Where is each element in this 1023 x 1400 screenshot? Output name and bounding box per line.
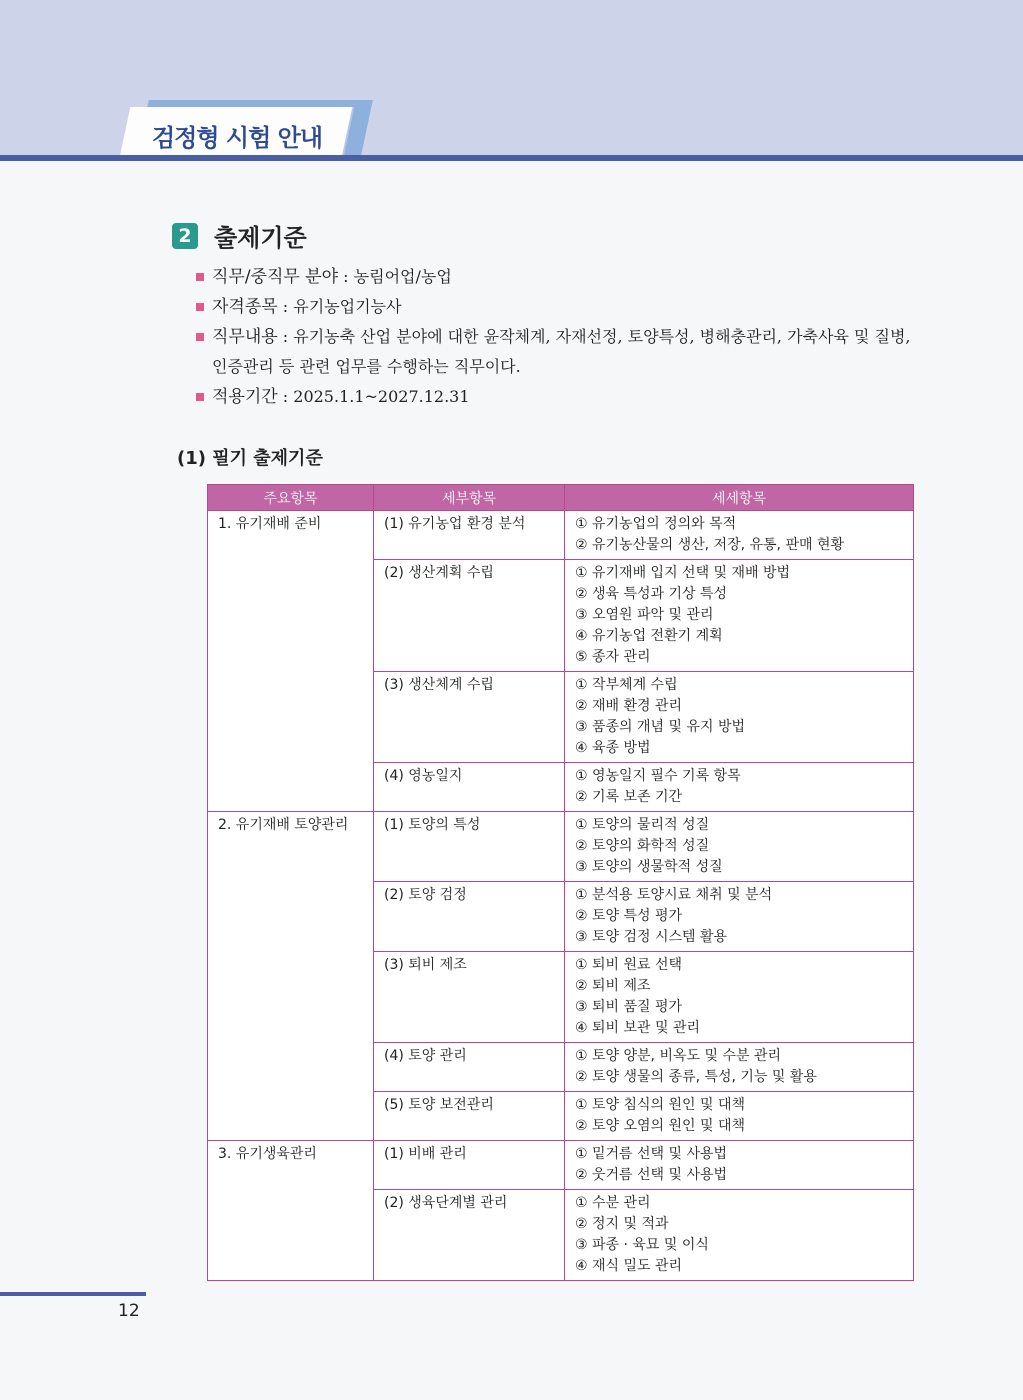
detail-line: ② 퇴비 제조 xyxy=(575,978,651,994)
info-value: 농림어업/농업 xyxy=(353,267,452,286)
table-row xyxy=(208,560,914,672)
detail-line: ③ 퇴비 품질 평가 xyxy=(575,999,683,1015)
table-row xyxy=(208,1141,914,1190)
section-heading xyxy=(172,218,307,253)
detail-item-cell xyxy=(565,952,914,1043)
sub-item-cell: (1) 비배 관리 xyxy=(374,1141,565,1190)
table-row xyxy=(208,952,914,1043)
table-header-row xyxy=(208,485,914,511)
info-item-field xyxy=(194,262,922,292)
detail-line: ② 정지 및 적과 xyxy=(575,1216,669,1232)
detail-line: ③ 파종 · 육묘 및 이식 xyxy=(575,1237,709,1253)
main-item-cell xyxy=(208,763,374,812)
detail-line: ① 퇴비 원료 선택 xyxy=(575,957,683,973)
detail-item-cell xyxy=(565,1190,914,1281)
info-separator: : xyxy=(277,327,294,346)
info-separator: : xyxy=(338,267,354,286)
footer-rule xyxy=(0,1292,146,1296)
section-title: 출제기준 xyxy=(214,224,307,252)
sub-item-cell: (2) 토양 검정 xyxy=(374,882,565,952)
detail-line: ③ 토양의 생물학적 성질 xyxy=(575,859,723,875)
detail-line: ③ 토양 검정 시스템 활용 xyxy=(575,929,728,945)
detail-item-cell xyxy=(565,882,914,952)
sub-item-cell: (1) 유기농업 환경 분석 xyxy=(374,511,565,560)
main-item-cell xyxy=(208,560,374,672)
table-row xyxy=(208,1043,914,1092)
info-label: 적용기간 xyxy=(212,387,278,407)
header-title: 검정형 시험 안내 xyxy=(152,124,322,152)
table-row xyxy=(208,511,914,560)
header-sub-item: 세부항목 xyxy=(374,485,565,511)
detail-line: ③ 오염원 파악 및 관리 xyxy=(575,607,714,623)
info-item-qualification xyxy=(194,292,922,322)
info-value: 유기농축 산업 분야에 대한 윤작체계, 자재선정, 토양특성, 병해충관리, 가축사육 및 질병, 인증관리 등 관련 업무를 수행하는 직무이다. xyxy=(212,327,911,376)
detail-line: ② 토양 특성 평가 xyxy=(575,908,683,924)
info-value: 유기농업기능사 xyxy=(293,297,402,316)
info-separator: : xyxy=(277,297,294,316)
detail-item-cell xyxy=(565,763,914,812)
sub-item-cell: (5) 토양 보전관리 xyxy=(374,1092,565,1141)
subsection-title: (1) 필기 출제기준 xyxy=(177,448,323,469)
table-row xyxy=(208,1190,914,1281)
info-item-job-description xyxy=(194,322,922,382)
table-row xyxy=(208,672,914,763)
main-item-cell: 3. 유기생육관리 xyxy=(208,1141,374,1190)
detail-line: ② 토양의 화학적 성질 xyxy=(575,838,710,854)
detail-item-cell xyxy=(565,511,914,560)
detail-line: ② 재배 환경 관리 xyxy=(575,698,683,714)
sub-item-cell: (3) 생산체계 수립 xyxy=(374,672,565,763)
criteria-table xyxy=(207,484,914,1281)
detail-line: ① 유기재배 입지 선택 및 재배 방법 xyxy=(575,565,791,581)
main-item-cell xyxy=(208,1190,374,1281)
header-main-item: 주요항목 xyxy=(208,485,374,511)
info-label: 직무내용 xyxy=(212,327,278,347)
detail-line: ② 유기농산물의 생산, 저장, 유통, 판매 현황 xyxy=(575,537,844,553)
info-list xyxy=(194,262,922,412)
detail-line: ② 웃거름 선택 및 사용법 xyxy=(575,1167,728,1183)
sub-item-cell: (3) 퇴비 제조 xyxy=(374,952,565,1043)
detail-line: ① 토양 양분, 비옥도 및 수분 관리 xyxy=(575,1048,781,1064)
detail-line: ① 수분 관리 xyxy=(575,1195,651,1211)
detail-item-cell xyxy=(565,1141,914,1190)
sub-item-cell: (1) 토양의 특성 xyxy=(374,812,565,882)
table-body xyxy=(208,511,914,1281)
detail-line: ① 유기농업의 정의와 목적 xyxy=(575,516,737,532)
section-number-badge: 2 xyxy=(172,223,198,249)
main-item-cell xyxy=(208,882,374,952)
detail-line: ② 기록 보존 기간 xyxy=(575,789,683,805)
main-item-cell xyxy=(208,672,374,763)
sub-item-cell: (4) 토양 관리 xyxy=(374,1043,565,1092)
detail-item-cell xyxy=(565,812,914,882)
detail-line: ③ 품종의 개념 및 유지 방법 xyxy=(575,719,746,735)
detail-line: ② 생육 특성과 기상 특성 xyxy=(575,586,728,602)
detail-line: ① 작부체계 수립 xyxy=(575,677,678,693)
sub-item-cell: (2) 생산계획 수립 xyxy=(374,560,565,672)
detail-line: ② 토양 생물의 종류, 특성, 기능 및 활용 xyxy=(575,1069,817,1085)
detail-line: ① 영농일지 필수 기록 항목 xyxy=(575,768,741,784)
info-label: 직무/중직무 분야 xyxy=(212,267,339,287)
info-item-period xyxy=(194,382,922,412)
page-number: 12 xyxy=(118,1301,140,1321)
table-row xyxy=(208,812,914,882)
main-item-cell xyxy=(208,952,374,1043)
detail-line: ① 분석용 토양시료 채취 및 분석 xyxy=(575,887,773,903)
detail-item-cell xyxy=(565,672,914,763)
detail-line: ④ 유기농업 전환기 계획 xyxy=(575,628,723,644)
detail-line: ① 토양 침식의 원인 및 대책 xyxy=(575,1097,746,1113)
table-row xyxy=(208,763,914,812)
detail-item-cell xyxy=(565,1043,914,1092)
detail-item-cell xyxy=(565,560,914,672)
table-row xyxy=(208,882,914,952)
header-rule xyxy=(0,155,1023,161)
sub-item-cell: (2) 생육단계별 관리 xyxy=(374,1190,565,1281)
main-item-cell xyxy=(208,1043,374,1092)
detail-line: ④ 재식 밀도 관리 xyxy=(575,1258,683,1274)
info-value: 2025.1.1~2027.12.31 xyxy=(293,387,470,406)
header-detail-item: 세세항목 xyxy=(565,485,914,511)
detail-line: ⑤ 종자 관리 xyxy=(575,649,651,665)
detail-line: ① 토양의 물리적 성질 xyxy=(575,817,710,833)
main-item-cell: 2. 유기재배 토양관리 xyxy=(208,812,374,882)
table-row xyxy=(208,1092,914,1141)
main-item-cell xyxy=(208,1092,374,1141)
sub-item-cell: (4) 영농일지 xyxy=(374,763,565,812)
info-separator: : xyxy=(277,387,294,406)
detail-line: ④ 육종 방법 xyxy=(575,740,651,756)
detail-item-cell xyxy=(565,1092,914,1141)
main-item-cell: 1. 유기재배 준비 xyxy=(208,511,374,560)
info-label: 자격종목 xyxy=(212,297,278,317)
detail-line: ④ 퇴비 보관 및 관리 xyxy=(575,1020,701,1036)
detail-line: ① 밑거름 선택 및 사용법 xyxy=(575,1146,728,1162)
detail-line: ② 토양 오염의 원인 및 대책 xyxy=(575,1118,746,1134)
